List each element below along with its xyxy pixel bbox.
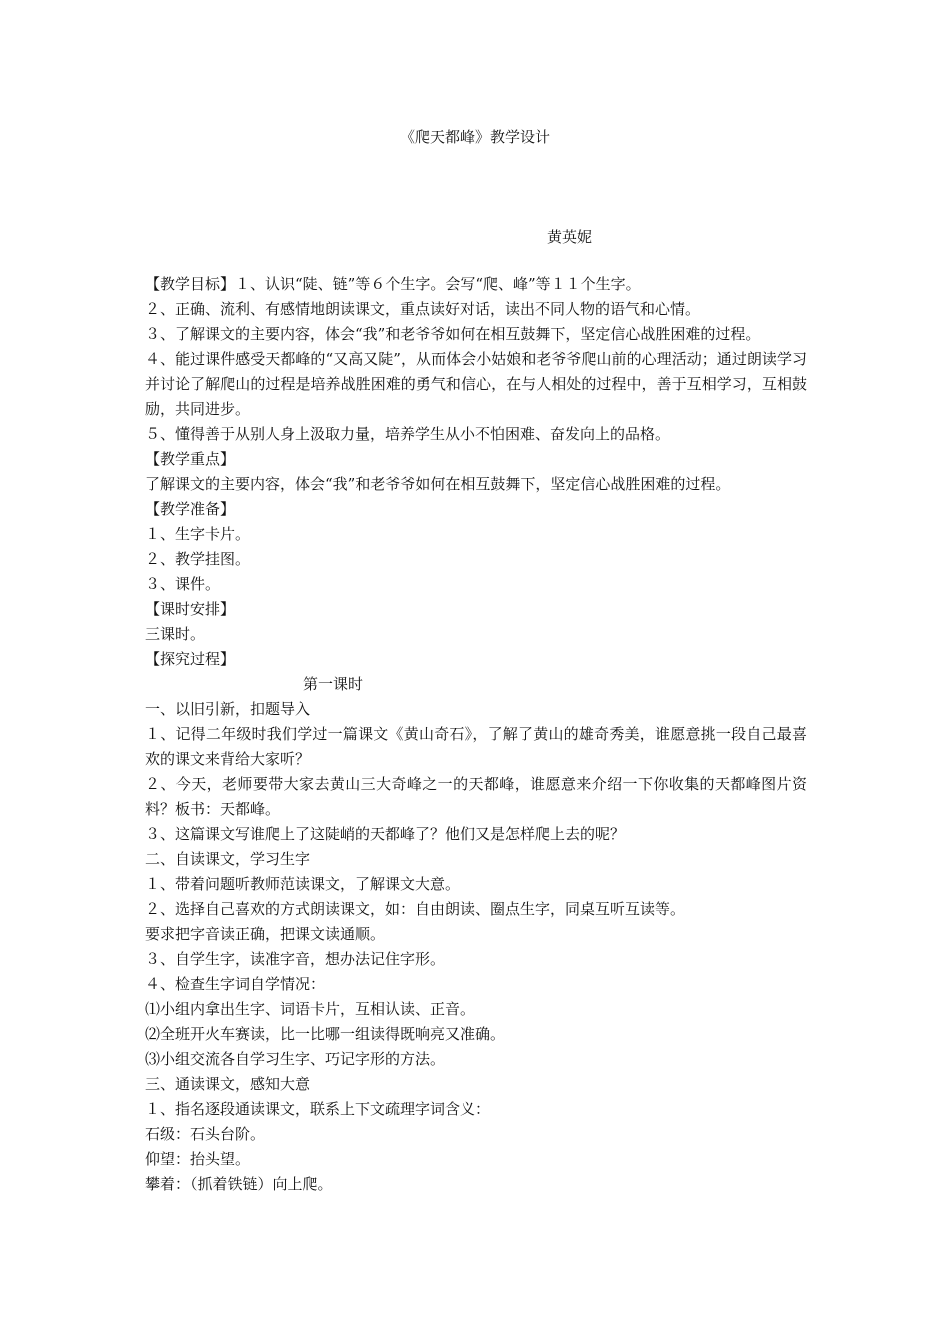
paragraph: １、指名逐段通读课文，联系上下文疏理字词含义： <box>145 1100 491 1118</box>
paragraph: ２、今天，老师要带大家去黄山三大奇峰之一的天都峰，谁愿意来介绍一下你收集的天都峰图片资料？板书：天都峰。 <box>145 775 807 818</box>
paragraph: ３、了解课文的主要内容，体会“我”和老爷爷如何在相互鼓舞下，坚定信心战胜困难的过程。 <box>145 325 761 343</box>
paragraph: ２、正确、流利、有感情地朗读课文，重点读好对话，读出不同人物的语气和心情。 <box>145 300 701 318</box>
paragraph: 三、通读课文，感知大意 <box>145 1075 311 1093</box>
paragraph: ⑶小组交流各自学习生字、巧记字形的方法。 <box>145 1050 446 1068</box>
document-author: 黄英妮 <box>547 228 593 246</box>
paragraph: ３、课件。 <box>145 575 221 593</box>
paragraph: １、生字卡片。 <box>145 525 251 543</box>
section-heading: 【课时安排】 <box>145 600 236 618</box>
paragraph: １、带着问题听教师范读课文，了解课文大意。 <box>145 875 461 893</box>
paragraph: ３、自学生字，读准字音，想办法记住字形。 <box>145 950 446 968</box>
paragraph: ２、选择自己喜欢的方式朗读课文，如：自由朗读、圈点生字，同桌互听互读等。 <box>145 900 686 918</box>
paragraph: ３、这篇课文写谁爬上了这陡峭的天都峰了？他们又是怎样爬上去的呢？ <box>145 825 626 843</box>
paragraph: ２、教学挂图。 <box>145 550 251 568</box>
paragraph: 一、以旧引新，扣题导入 <box>145 700 311 718</box>
paragraph: 石级：石头台阶。 <box>145 1125 266 1143</box>
paragraph: 仰望：抬头望。 <box>145 1150 251 1168</box>
paragraph: 三课时。 <box>145 625 206 643</box>
paragraph: ５、懂得善于从别人身上汲取力量，培养学生从小不怕困难、奋发向上的品格。 <box>145 425 671 443</box>
paragraph: ４、能过课件感受天都峰的“又高又陡”，从而体会小姑娘和老爷爷爬山前的心理活动；通过朗读学习并讨论了解爬山的过程是培养战胜困难的勇气和信心，在与人相处的过程中，善于互相学习，互相鼓励，共同进步。 <box>145 350 807 418</box>
paragraph: ⑴小组内拿出生字、词语卡片，互相认读、正音。 <box>145 1000 476 1018</box>
document-title: 《爬天都峰》教学设计 <box>399 128 550 146</box>
paragraph: ⑵全班开火车赛读，比一比哪一组读得既响亮又准确。 <box>145 1025 506 1043</box>
paragraph: 二、自读课文，学习生字 <box>145 850 311 868</box>
section-heading: 【探究过程】 <box>145 650 236 668</box>
paragraph: 了解课文的主要内容，体会“我”和老爷爷如何在相互鼓舞下，坚定信心战胜困难的过程。 <box>145 475 731 493</box>
paragraph: １、记得二年级时我们学过一篇课文《黄山奇石》，了解了黄山的雄奇秀美，谁愿意挑一段自己最喜欢的课文来背给大家听？ <box>145 725 807 768</box>
section-heading: 【教学重点】 <box>145 450 236 468</box>
document-body <box>145 272 807 1197</box>
paragraph: 要求把字音读正确，把课文读通顺。 <box>145 925 386 943</box>
paragraph: 攀着：（抓着铁链）向上爬。 <box>145 1175 333 1193</box>
lesson-subheading: 第一课时 <box>303 675 364 693</box>
paragraph: 【教学目标】１、认识“陡、链”等６个生字。会写“爬、峰”等１１个生字。 <box>145 275 641 293</box>
section-heading: 【教学准备】 <box>145 500 236 518</box>
paragraph: ４、检查生字词自学情况： <box>145 975 326 993</box>
